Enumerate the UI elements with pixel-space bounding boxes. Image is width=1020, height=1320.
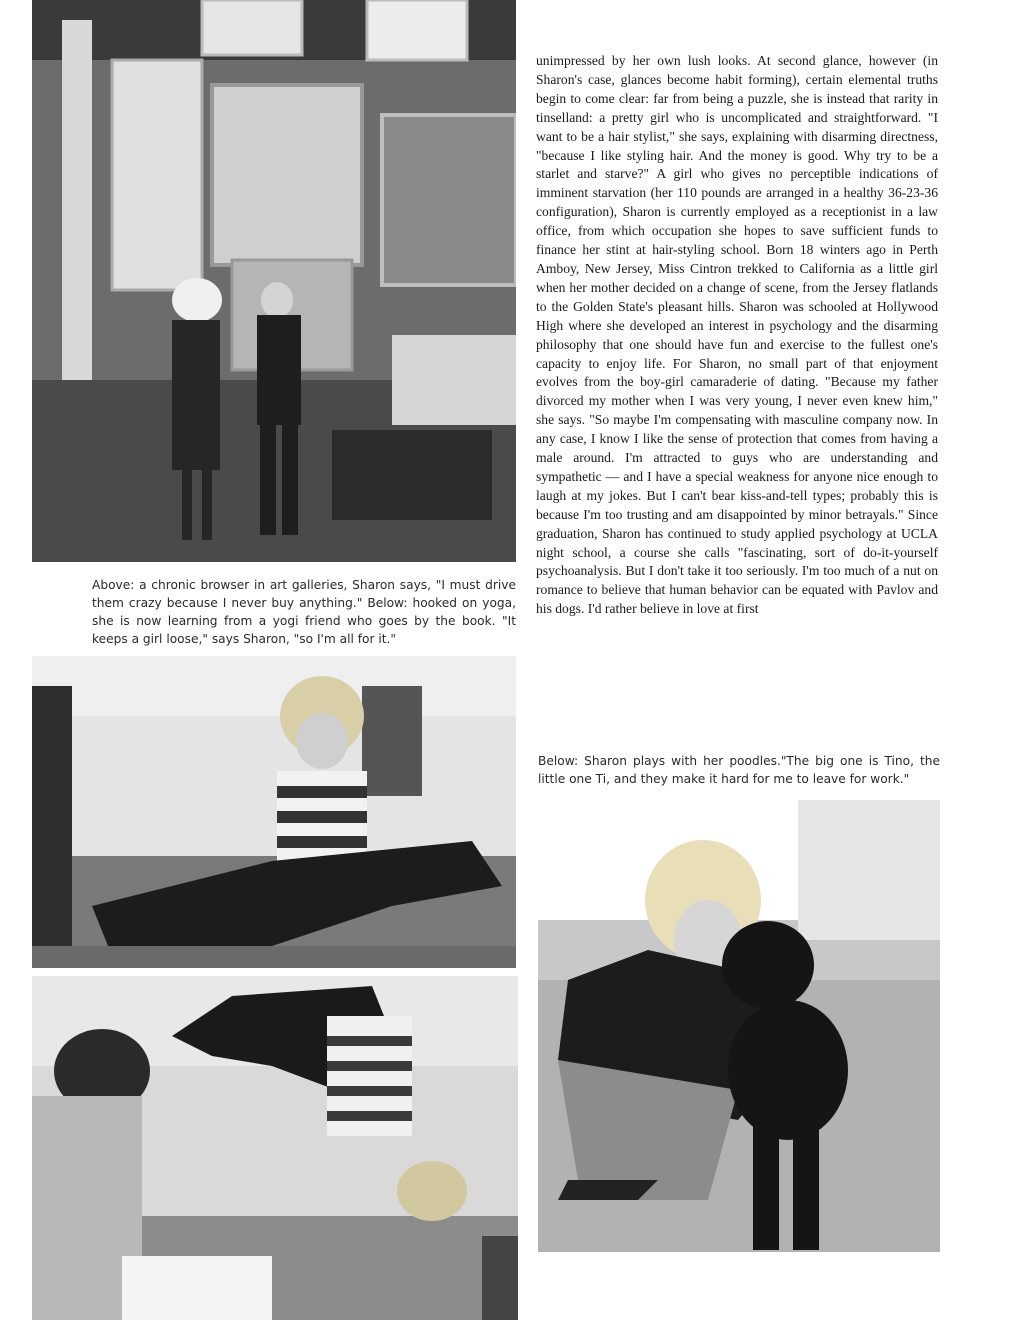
photo-poodles bbox=[538, 800, 940, 1252]
caption-gallery-yoga: Above: a chronic browser in art galleries, Sharon says, "I must drive them crazy because I never buy anything." Below: hooked on yoga, she is now learning from a yogi friend who goes by the book. "It keeps a girl loose," says Sharon, "so I'm all for it." bbox=[92, 578, 516, 646]
photo-yoga-headstand bbox=[32, 976, 518, 1320]
caption-poodles: Below: Sharon plays with her poodles."The big one is Tino, the little one Ti, and they make it hard for me to leave for work." bbox=[538, 754, 940, 786]
photo-art-gallery bbox=[32, 0, 516, 562]
article-body-text: unimpressed by her own lush looks. At second glance, however (in Sharon's case, glances become habit forming), certain elemental truths begin to come clear: far from being a puzzle, she is instead that rarity in tinselland: a pretty girl who is uncomplicated and straightforward. "I want to be a hair stylist," she says, explaining with disarming directness, "because I like styling hair. And the money is good. Why try to be a starlet and starve?" A girl who gives no perceptible indications of imminent starvation (her 110 pounds are arranged in a healthy 36-23-36 configuration), Sharon is currently employed as a receptionist in a law office, from which occupation she hopes to save sufficient funds to finance her stint at hair-styling school. Born 18 winters ago in Perth Amboy, New Jersey, Miss Cintron trekked to California as a little girl when her mother decided on a change of scene, from the Jersey flatlands to the Golden State's pleasant hills. Sharon was schooled at Hollywood High where she developed an interest in psychology and the disarming philosophy that one should have fun and exercise to the fullest one's capacity to enjoy life. For Sharon, no small part of that enjoyment evolves from the boy-girl camaraderie of dating. "Because my father divorced my mother when I was very young, I never even knew him," she says. "So maybe I'm compensating with masculine company now. In any case, I know I like the sense of protection that comes from having a male around. I'm attracted to guys who are understanding and sympathetic — and I have a special weakness for anyone nice enough to laugh at my jokes. But I can't bear kiss-and-tell types; probably this is because I'm too trusting and am disappointed by minor betrayals." Since graduation, Sharon has continued to study applied psychology at UCLA night school, a course she calls "fascinating, sort of do-it-yourself psychoanalysis. But I don't take it too seriously. I'm too much of a nut on romance to believe that human behavior can be equated with Pavlov and his dogs. I'd rather believe in love at first bbox=[536, 53, 938, 617]
photo-yoga-stretch bbox=[32, 656, 516, 968]
